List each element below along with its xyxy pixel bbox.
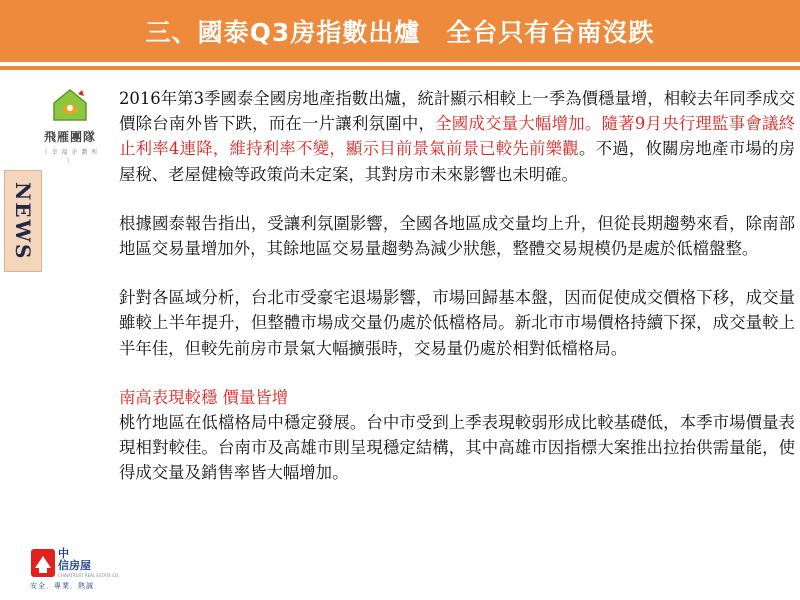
company-logo — [30, 547, 120, 596]
team-slogan: （ 幸 福 企 劃 所 ） — [41, 149, 99, 165]
section-subheading: 南高表現較穩 價量皆增 — [119, 387, 289, 407]
paragraph-1-part-a: 2016年第3季國泰全國房地產指數出爐，統計顯示相較上一季為價穩量增，相較去年同季成交價除台南外皆下跌，而在一片讓利氛圍中， — [119, 89, 795, 134]
company-name-line-1: 中 — [58, 547, 69, 560]
article-body — [119, 86, 795, 510]
title-banner — [0, 0, 800, 62]
paragraph-1 — [119, 86, 795, 187]
paragraph-4: 桃竹地區在低檔格局中穩定發展。台中市受到上季表現較弱形成比較基礎低，本季市場價量表現相對較佳。台南市及高雄市則呈現穩定結構，其中高雄市因指標大案推出拉抬供需量能，使得成交量及銷售率皆大幅增加。 — [119, 413, 795, 483]
title-divider — [0, 66, 800, 70]
house-leaf-icon — [48, 86, 92, 122]
company-slogan: 安全．專業．熱誠 — [30, 582, 94, 590]
news-badge — [4, 170, 42, 272]
company-english-name: CHINATRUST REAL ESTATE CO. — [58, 573, 120, 578]
page-title: 三、國泰Q3房指數出爐 全台只有台南沒跌 — [145, 18, 655, 47]
news-label: NEWS — [11, 181, 35, 261]
chinatrust-logo-icon — [30, 548, 56, 578]
company-name-line-2: 信房屋 — [58, 559, 91, 572]
paragraph-2: 根據國泰報告指出，受讓利氛圍影響，全國各地區成交量均上升，但從長期趨勢來看，除南部地區交易量增加外，其餘地區交易量趨勢為減少狀態，整體交易規模仍是處於低檔盤整。 — [119, 213, 795, 259]
team-name: 飛雁團隊 — [43, 130, 96, 144]
paragraph-1-part-b: 。不過，攸關房地產市場的房屋稅、老屋健檢等政策尚未定案，其對房市未來影響也未明確。 — [119, 139, 795, 184]
team-logo — [40, 86, 100, 164]
company-name — [58, 548, 91, 572]
paragraph-3: 針對各區域分析，台北市受豪宅退場影響，市場回歸基本盤，因而促使成交價格下移，成交量雖較上半年提升，但整體市場成交量仍處於低檔格局。新北市市場價格持續下探，成交量較上半年佳，但較先前房市景氣大幅擴張時，交易量仍處於相對低檔格局。 — [119, 288, 795, 358]
paragraph-1-highlight: 全國成交量大幅增加。隨著9月央行理監事會議終止利率4連降，維持利率不變，顯示目前景氣前景已較先前樂觀 — [119, 114, 796, 159]
